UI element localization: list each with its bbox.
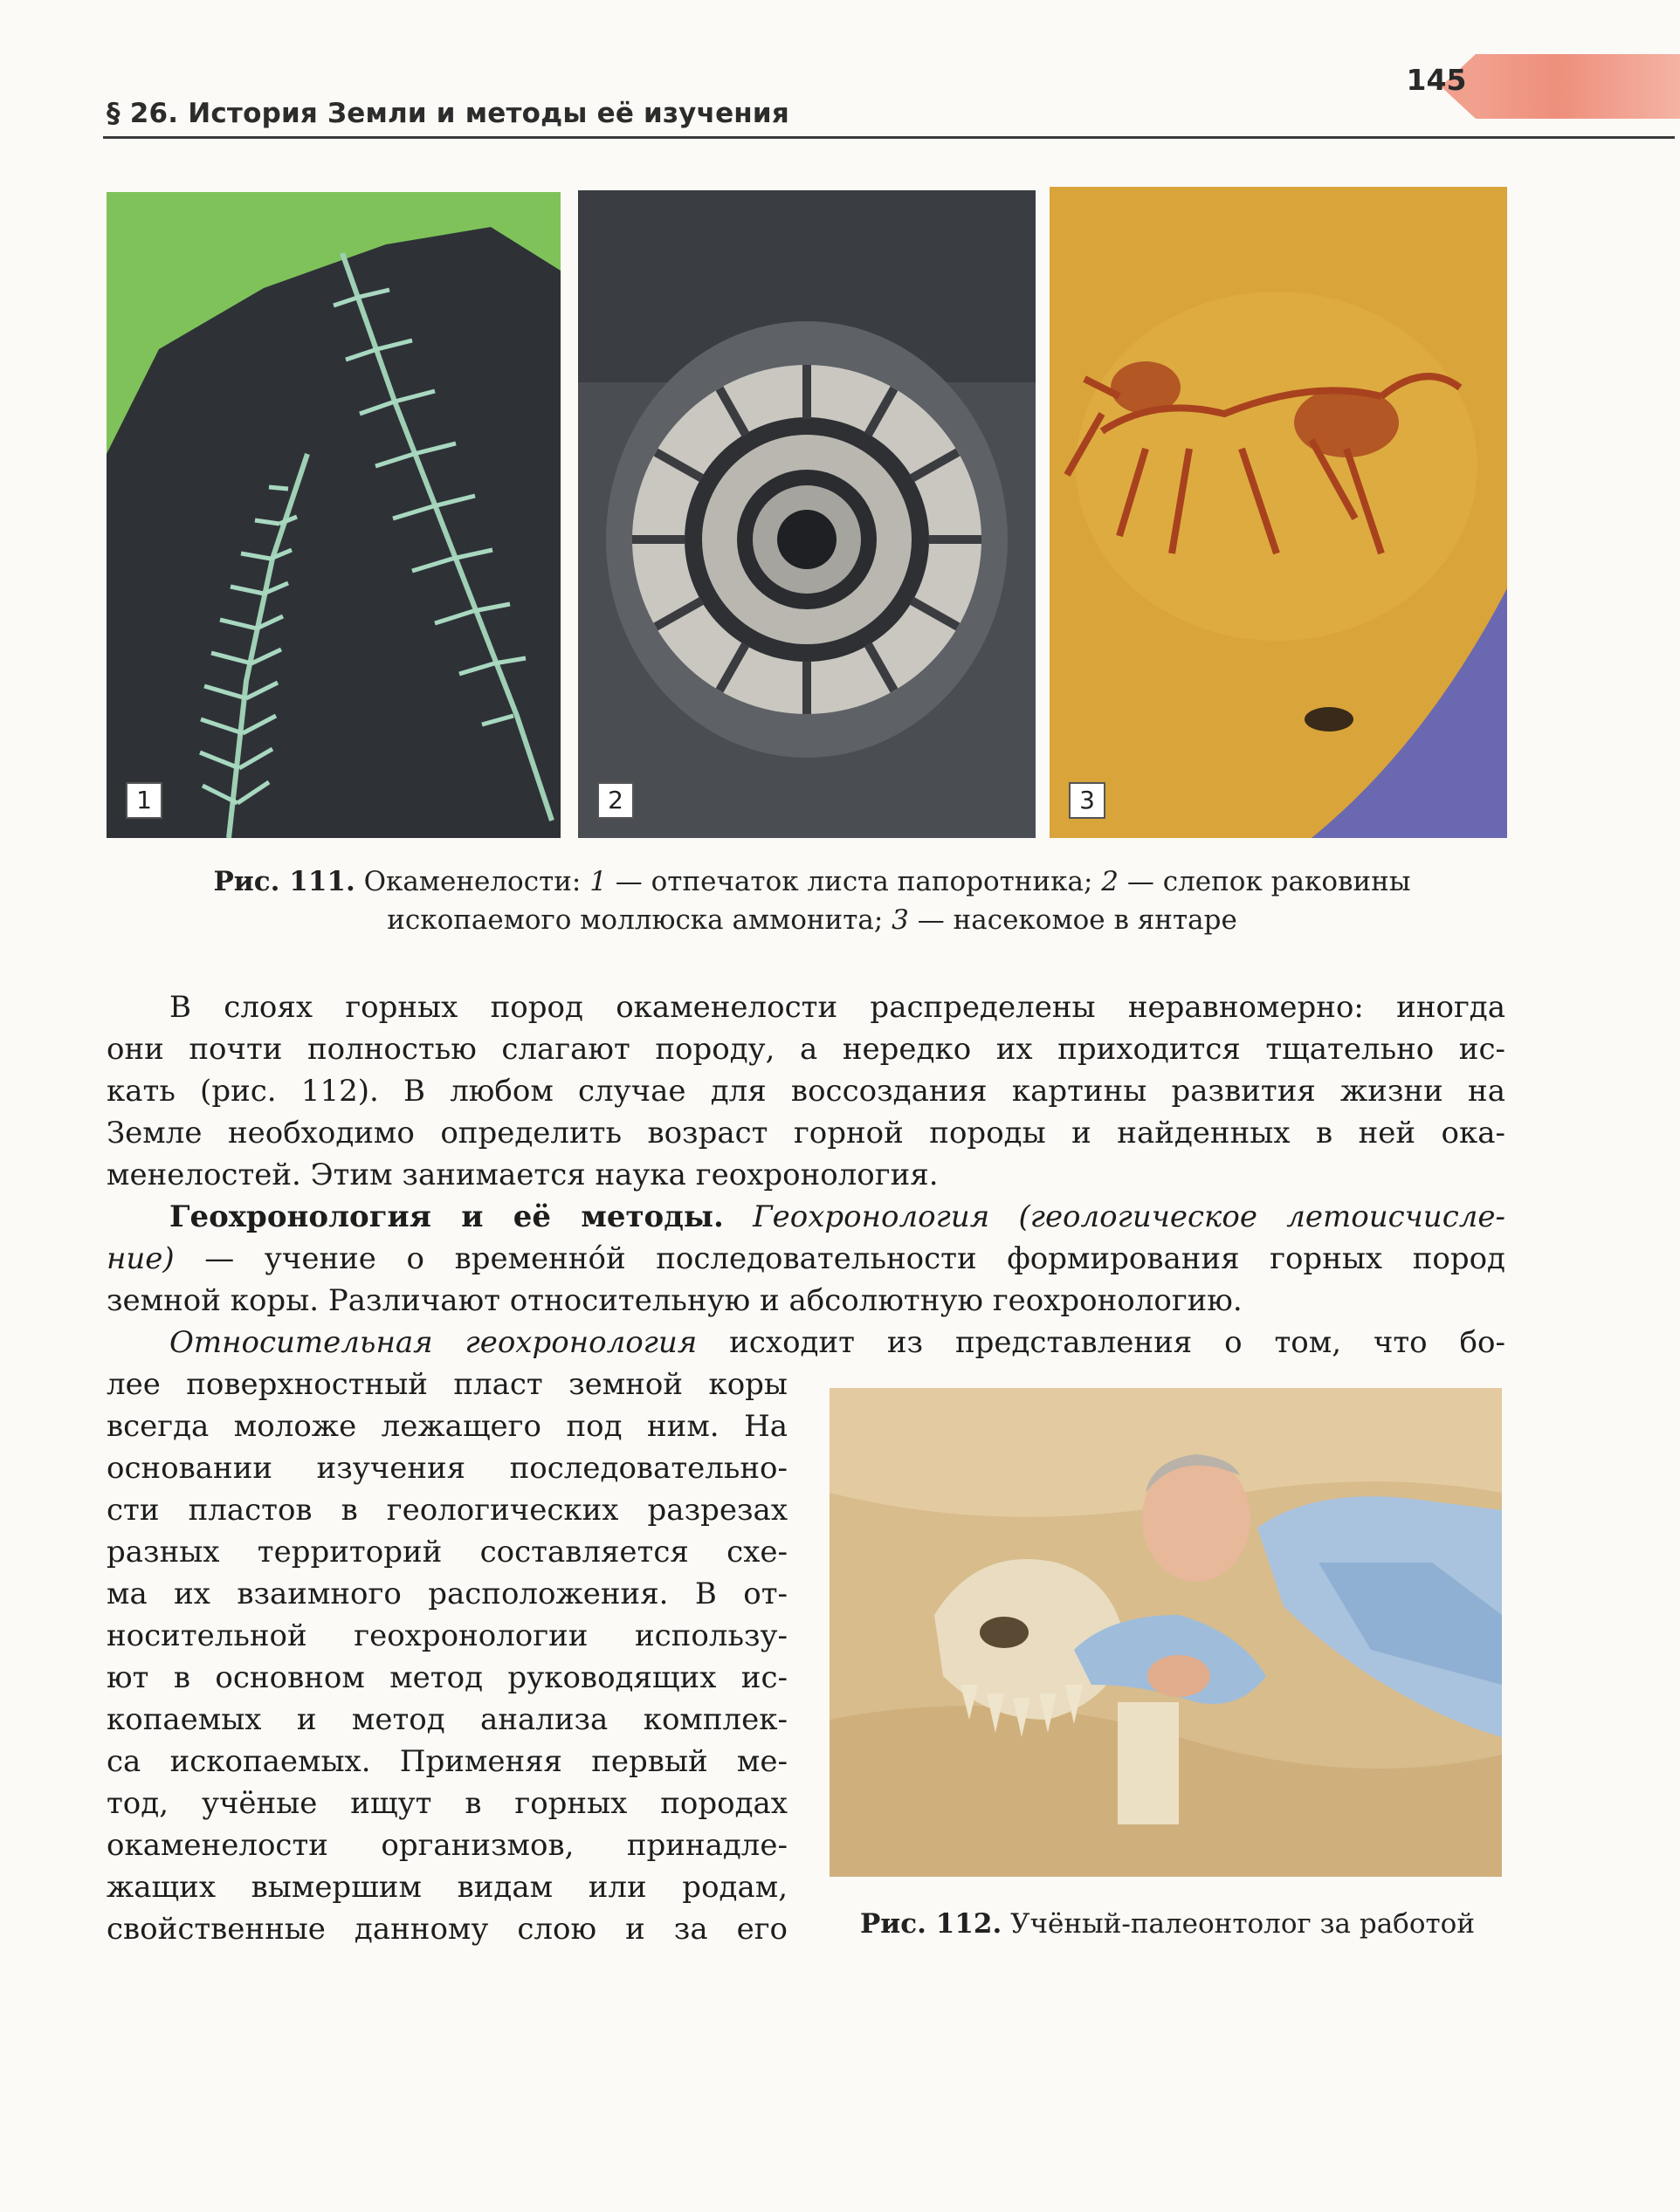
paleontologist-photo: [830, 1388, 1502, 1877]
text-line: основании изучения последовательно-: [107, 1451, 788, 1486]
text-line: свойственные данному слою и за его: [107, 1912, 788, 1947]
text-line: тод, учёные ищут в горных породах: [107, 1786, 788, 1821]
fern-fossil-photo: [107, 192, 561, 838]
text-line: земной коры. Различают относительную и абсолютную геохронологию.: [107, 1283, 1243, 1318]
term-continuation: ние): [107, 1241, 175, 1276]
text-line: ма их взаимного расположения. В от-: [107, 1577, 788, 1611]
photo-number-3: 3: [1069, 782, 1105, 819]
text-line: всегда моложе лежащего под ним. На: [107, 1409, 788, 1444]
text-line: Земле необходимо определить возраст горной породы и найденных в ней ока-: [107, 1116, 1505, 1151]
header-divider: [103, 136, 1675, 139]
page-number-tab: [1476, 54, 1680, 119]
text-line: В слоях горных пород окаменелости распределены неравномерно: иногда: [169, 990, 1505, 1025]
text-line: сти пластов в геологических разрезах: [107, 1493, 788, 1528]
text-line: разных территорий составляется схе-: [107, 1535, 788, 1570]
text-line: кать (рис. 112). В любом случае для воссоздания картины развития жизни на: [107, 1074, 1505, 1109]
text-line: окаменелости организмов, принадле-: [107, 1828, 788, 1863]
text-line: копаемых и метод анализа комплек-: [107, 1702, 788, 1737]
amber-insect-photo: [1050, 187, 1507, 838]
figure-112-caption: Рис. 112. Учёный-палеонтолог за работой: [860, 1908, 1475, 1940]
text-line: менелостей. Этим занимается наука геохронология.: [107, 1158, 939, 1192]
term-relative-geochronology: Относительная геохронология: [169, 1325, 698, 1360]
ammonite-photo: [578, 190, 1036, 838]
paragraph-geochronology: Геохронология и её методы. Геохронология (геологическое летоисчисле- ние) — учение о временно́й последовательности формирования горных пород земной коры. Различают относительную и абсолютную геохронологию.: [107, 1196, 1505, 1322]
text-line: ют в основном метод руководящих ис-: [107, 1660, 788, 1695]
text-line: лее поверхностный пласт земной коры: [107, 1367, 788, 1402]
page-number: 145: [1406, 63, 1467, 97]
paragraph-relative-geochronology-column: [107, 1364, 788, 1950]
photo-number-2: 2: [597, 782, 634, 819]
text-line: они почти полностью слагают породу, а нередко их приходится тщательно ис-: [107, 1032, 1505, 1067]
term-geochronology: Геохронология (геологическое летоисчисле-: [723, 1199, 1505, 1234]
text-line: са ископаемых. Применяя первый ме-: [107, 1744, 788, 1779]
section-title: § 26. История Земли и методы её изучения: [107, 98, 789, 129]
photo-number-1: 1: [126, 782, 162, 819]
paragraph-relative-geochronology: Относительная геохронология исходит из представления о том, что бо-: [169, 1325, 1505, 1360]
text-line: носительной геохронологии использу-: [107, 1618, 788, 1653]
figure-111-caption: Рис. 111. Окаменелости: 1 — отпечаток листа папоротника; 2 — слепок раковины ископаемого моллюска аммонита; 3 — насекомое в янтаре: [213, 866, 1411, 936]
paragraph-fossil-distribution: [107, 986, 1505, 1196]
paragraph-heading: Геохронология и её методы.: [169, 1199, 724, 1234]
text-line: жащих вымершим видам или родам,: [107, 1870, 788, 1905]
